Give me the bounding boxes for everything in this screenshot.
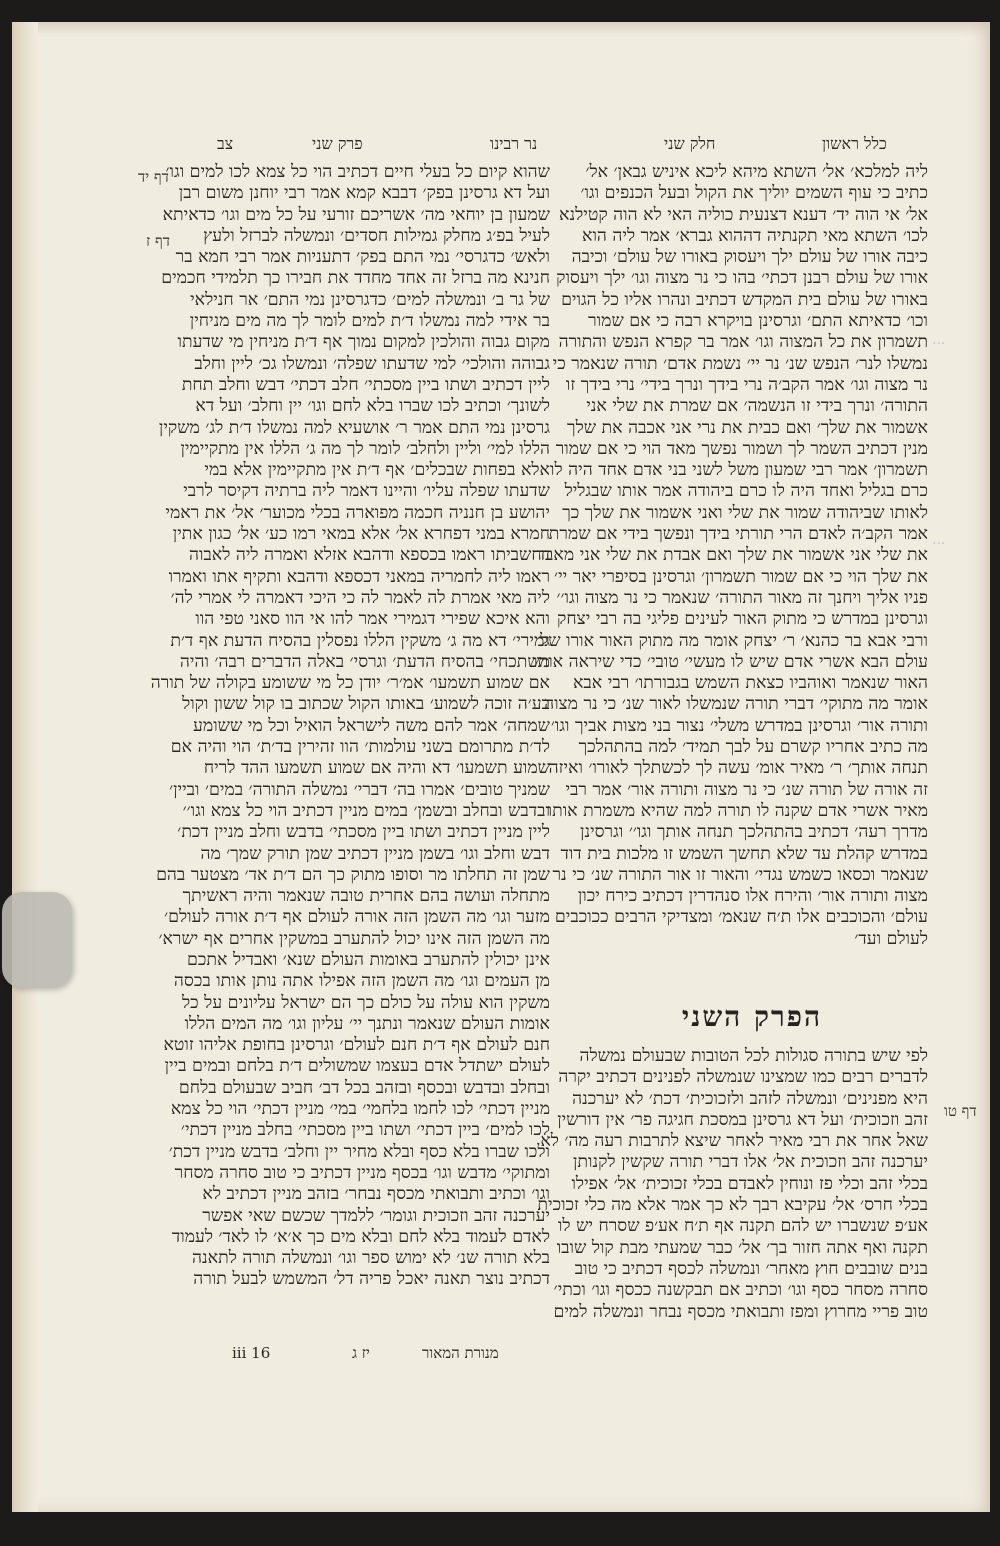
text-line: וגו׳ וכתיב ותבואתי מכסף נבחר׳ בזהב מניין דכתיב לא [202, 1184, 550, 1205]
left-page-number: צב [217, 134, 234, 153]
text-line: בכלי חרס׳ אל׳ עקיבא רבך לא כך אמר אלא מה כלי זכוכית [537, 1195, 928, 1216]
text-line: לעיל בפ׳ג מחלק גמילות חסדים׳ ונמשלה לברזל ולעץ [203, 225, 550, 246]
text-line: מן העמים וגו׳ מה השמן הזה אפילו אתה נותן אותו בכסה [173, 971, 550, 992]
text-line: שמן זה תחלתו מר וסופו מתוק כך הם ד׳ת אד׳ מצטער בהם [156, 864, 550, 885]
right-part-title: חלק שני [664, 134, 716, 153]
text-line: לדברים רבים כמו שמצינו שנמשלה לפנינים דכתיב יקרה [558, 1067, 928, 1088]
text-line: חמרא במני דפחרא אל׳ אלא במאי רמו כע׳ אל׳ כגון אתין [172, 524, 550, 545]
text-line: שדעתו שפלה עליו׳ והיינו דאמר ליה ברתיה דקיסר לרבי [183, 481, 550, 502]
text-line: לאדם לעמוד בלא לחם ובלא מים כך א׳א׳ לו לאד׳ לעמוד [171, 1226, 550, 1247]
text-line: מצוה ותורה אור׳ והירח אלו סנהדרין דכתיב כירח יכון [577, 886, 928, 907]
text-line: יהושע בן חנניה חכמה מפוארה בכלי מכוער׳ אל׳ את ראמי [165, 502, 550, 523]
text-line: שנאמר וכסאו כשמש נגדי׳ והאור זו אור התורה שנ׳ כי נר [552, 864, 928, 885]
text-line: כרם בגליל ואחד היה לו כרם ביהודה אמר אותו שבגליל [564, 481, 928, 502]
text-line: עולם הבא אשרי אדם שיש לו מעשי׳ טובי׳ כדי שיראה אותו [533, 651, 928, 672]
text-line: ותורה אור׳ וגרסינן במדרש משלי׳ נצור בני מצות אביך וגו׳ [550, 715, 928, 736]
text-line: בלא תורה שנ׳ לא ימוש ספר וגו׳ ונמשלה תורה לתאנה [192, 1248, 550, 1269]
text-line: זה אורה של תורה שנ׳ כי נר מצוה ותורה אור׳ אמר רבי [565, 779, 928, 800]
text-line: דכתיב נוצר תאנה יאכל פריה דל׳ המשמש לבעל תורה [193, 1269, 550, 1290]
text-line: מקום גבוה והולכין למקום נמוך אף ד׳ת מניחין מי שדעתו [177, 332, 550, 353]
text-line: שאל אחר את רבי מאיר לאחר שיצא לתרבות רעה מה׳ לא [540, 1131, 928, 1152]
text-line: מאיר אשרי אדם שקנה לו תורה למה שהיא משמרת אותו [547, 800, 928, 821]
text-line: ועל דא גרסינן בפק׳ דבבא קמא אמר רבי יוחנן משום רבן [178, 183, 550, 204]
text-line: תשמרון׳ אמר רבי שמעון משל לשני בני אדם אחד היה לו [550, 460, 928, 481]
text-line: האור שנאמר ואוהביו כצאת השמש בגבורתו׳ רבי אבא [572, 673, 928, 694]
signature-mark: iii 16 [232, 1344, 271, 1362]
text-line: בכלי זהב וכלי פז ונוחין לאבדם בכלי זכוכית׳ אל׳ אפילו [571, 1173, 928, 1194]
text-line: תקנה ואף אתה חזור בך׳ אל׳ כבר שמעתי מבת קול שובו [556, 1237, 928, 1258]
text-line: ולכו שברו בלא כסף ובלא מחיר יין וחלב׳ בדבש מניין דכת׳ [168, 1141, 550, 1162]
text-line: והא איכא שפירי דגמירי אמר להו אי הוו סאני טפי הוו [195, 609, 550, 630]
text-line: משקין הוא עולה על כולם כך הם ישראל עליונים על כל [182, 992, 550, 1013]
text-line: מזער וגו׳ מה השמן הזה אורה לעולם אף ד׳ת אורה לעולם׳ [164, 907, 550, 928]
text-line: היא מפנינים׳ ונמשלה לזהב ולזכוכית׳ דכת׳ לא יערכנה [572, 1088, 928, 1109]
text-line: נר מצוה וגו׳ אמר הקב׳ה נרי בידך ונרך בידי׳ נרי בידך זו [565, 374, 928, 395]
text-line: חנם לעולם אף ד׳ת חנם לעולם׳ וגרסינן בחופת אליהו זוטא [163, 1035, 550, 1056]
text-line: כיבה אורו של עולם ילך ויעסוק באורו של עולם׳ וכיבה [571, 247, 928, 268]
catchword: יז ג [352, 1344, 370, 1362]
text-line: גרסינן נמי התם אמר ר׳ אושעיא למה נמשלו ד׳ת לג׳ משקין [158, 417, 550, 438]
text-line: דבש וחלב וגו׳ בשמן מניין דכתיב שמן תורק שמך׳ מה [200, 843, 550, 864]
right-text-column-lower [537, 1046, 928, 1346]
text-line: לד׳ת מתרומם בשני עולמות׳ הוו זהירין בד׳ת׳ הוי והיה אם [170, 737, 550, 758]
text-line: יערכנה זהב וזכוכית וגומר׳ ללמדך שכשם שאי אפשר [202, 1205, 550, 1226]
margin-note: דף טו [944, 1102, 977, 1120]
text-line: שמחה׳ אמר להם משה לישראל הואיל וכל מי ששומע [193, 715, 550, 736]
chapter-heading: הפרק השני [681, 1000, 823, 1033]
text-line: התורה׳ ונרך בידי זו הנשמה׳ אם שמרת את שלי אני [586, 396, 928, 417]
text-line: תנחה אותך׳ ר׳ מאיר אומ׳ עשה לך לכשתלך לאורו׳ ואיזה [548, 758, 928, 779]
text-line: עולם׳ והכוכבים אלו ת׳ח שנאמ׳ ומצדיקי הרבים ככוכבים [554, 907, 928, 928]
text-line: לשונך׳ וכתיב לכו שברו בלא לחם וגו׳ יין וחלב׳ ועל דא [195, 396, 550, 417]
text-line: אורו של עולם רבנן דכתי׳ בהו כי נר מצוה וגו׳ ילך ויעסוק [556, 268, 928, 289]
text-line: את שלי אני אשמור את שלך ואם אבדת את שלי אני מאבד [536, 545, 928, 566]
text-line: ולאש׳ כדגרסי׳ נמי התם בפק׳ דתעניות אמר רבי חמא בר [175, 247, 550, 268]
manuscript-page [12, 22, 990, 1512]
footer-book-title: מנורת המאור [422, 1344, 499, 1362]
show-through-text: ... [932, 532, 946, 548]
text-line: אלא בפחות שבכלים׳ אף ד׳ת אין מתקיימין אלא במי [204, 460, 550, 481]
show-through-text: ... [932, 332, 946, 348]
text-line: במדרש קהלת עד שלא תחשך השמש זו מלכות בית דוד [560, 843, 928, 864]
text-line: וכו׳ כדאיתא התם׳ וגרסינן בויקרא רבה כי אם שמור [588, 311, 928, 332]
text-line: בר אידי למה נמשלו ד׳ת למים לומר לך מה מים מניחין [189, 311, 550, 332]
text-line: בע׳ה זוכה לשמוע׳ באותו הקול שכתוב בו קול ששון וקול [182, 694, 550, 715]
text-line: מה כתיב אחריו קשרם על לבך תמיד׳ למה בהתהלכך [578, 737, 928, 758]
text-line: נמשלו לנר׳ הנפש שנ׳ נר יי׳ נשמת אדם׳ תורה שנאמר כי [552, 353, 928, 374]
text-line: טוב פריי מחרוץ ומפז ותבואתי מכסף נבחר ונמשלה למים [553, 1301, 928, 1322]
text-line: לפי שיש בתורה סגולות לכל הטובות שבעולם נמשלה [579, 1046, 928, 1066]
text-line: יערכנה זהב וזכוכית אל׳ אלו דברי תורה שקשין לקנותן [572, 1152, 928, 1173]
left-section-title: פרק שני [312, 134, 363, 153]
text-line: ליין דכתיב ושתו ביין מסכתי׳ חלב דכתי׳ דבש וחלב תחת [181, 374, 550, 395]
text-line: מה השמן הזה אינו יכול להתערב במשקין אחרים אף ישרא׳ [158, 928, 550, 949]
text-line: דחשביתו ראמו בכספא ודהבא אזלא ואמרה ליה לאבוה [188, 545, 550, 566]
page-gutter [12, 22, 38, 1512]
text-line: אשמור את שלך׳ ואם כבית את נרי אני אכבה את שלך [567, 417, 928, 438]
text-line: אינן יכולין להתערב באומות העולם שנא׳ ואבדיל אתכם [187, 949, 550, 970]
text-line: ומתוקי׳ מדבש וגו׳ בכסף מניין דכתיב כי טוב סחרה מסחר [174, 1162, 550, 1183]
text-line: הללו למי׳ וליין ולחלב׳ לומר לך מה ג׳ הללו אין מתקיימין [180, 438, 550, 459]
text-line: שמעון בן יוחאי מה׳ אשריכם זורעי על כל מים וגו׳ כדאיתא [162, 204, 550, 225]
margin-note: דף יד [138, 168, 169, 186]
text-line: ליין מניין דכתיב ושתו ביין מסכתי׳ בדבש וחלב מניין דכת׳ [177, 822, 550, 843]
text-line: באורו של עולם בית המקדש דכתיב ונהרו אליו כל הגוים [561, 289, 928, 310]
margin-note: דף ז [146, 232, 170, 250]
text-line: תשמרון את כל המצוה וגו׳ אמר בר קפרא הנפש והתורה [558, 332, 928, 353]
text-line: מנין דכתיב השמר לך ושמור נפשך מאד הוי כי אם שמור [555, 438, 928, 459]
text-line: של גר ב׳ ונמשלה למים׳ כדגרסינן נמי התם׳ אר חנילאי [190, 289, 550, 310]
text-line: לכו׳ השתא מאי תקנתיה דההוא גברא׳ אמר ליה הוא [582, 225, 928, 246]
text-line: גבוהה והולכי׳ למי שדעתו שפלה׳ ונמשלו גכ׳ ליין וחלב [194, 353, 550, 374]
text-line: וגרסינן במדרש כי מתוק האור לעינים פליגי בה רבי יצחק [557, 609, 928, 630]
text-line: אם שמוע תשמעו׳ אמ׳ר׳ יודן כל מי ששומע בקולה של תורה [150, 673, 550, 694]
text-line: את שלך הוי כי אם שמור תשמרון׳ וגרסינן בסיפרי יאר יי׳ [554, 566, 928, 587]
text-line: אומר מה מתוקי׳ דברי תורה שנמשלו לאור שנ׳ כי נר מצוה [544, 694, 928, 715]
text-line: משתכחי׳ בהסיח הדעת׳ וגרסי׳ באלה הדברים רבה׳ והיה [179, 651, 550, 672]
running-header [12, 134, 990, 160]
text-line: ובחלב ובדבש ובכסף ובזהב בכל דב׳ חביב שבעולם בלחם [178, 1077, 550, 1098]
text-line: חנינא מה ברזל זה אחד מחדד את חבירו כך תלמידי חכמים [161, 268, 550, 289]
text-line: שהוא קיום כל בעלי חיים דכתיב הוי כל צמא לכו למים וגו׳ [165, 162, 550, 182]
text-line: שמוע תשמעו׳ דא והיה אם שמוע תשמעו ההד לריח [203, 758, 550, 779]
text-line: ורבי אבא בר כהנא׳ ר׳ יצחק אומר מה מתוק האור אורו של [540, 630, 928, 651]
text-line: לכו למים׳ ביין דכתי׳ ושתו ביין מסכתי׳ בחלב מניין דכתי׳ [180, 1120, 550, 1141]
text-line: מדרך רעה׳ דכתיב בהתהלכך תנחה אותך וגו׳׳ וגרסינן [580, 822, 928, 843]
text-line: כתיב כי עוף השמים יוליך את הקול ובעל הכנפים וגו׳ [580, 183, 928, 204]
text-line: אומות העולם שנאמר ונתנך יי׳ עליון וגו׳ מה המים הללו [184, 1013, 550, 1034]
text-line: ליה מאי אמרת לה לאמר לה כי היכי דאמרה לי אמרי לה׳ [170, 587, 550, 608]
text-line: ראמו ליה לחמריה במאני דכספא ודהבא ותקיף אתו ואמרו [168, 566, 550, 587]
page-clip [2, 892, 72, 988]
left-book-title: נר רבינו [490, 134, 538, 153]
text-line: ליה למלכא׳ אל׳ השתא מיהא ליכא איניש גבאן׳ אל׳ [585, 162, 928, 182]
text-line: לעולם ישתדל אדם בעצמו שמשולים ד׳ת בלחם ובמים ביין [164, 1056, 550, 1077]
right-text-column [533, 162, 928, 970]
text-line: מתחלה ועושה בהם אחרית טובה שנאמר והיה ראשיתך [182, 886, 550, 907]
text-line: לעולם ועד׳ [854, 928, 928, 949]
text-line: מניין דכתי׳ לכו לחמו בלחמי׳ במי׳ מניין דכתי׳ הוי כל צמא [170, 1099, 550, 1120]
text-line: אע׳פ שנשברו יש להם תקנה אף ת׳ח אע׳פ שסרח יש לו [557, 1216, 928, 1237]
text-line: ובדבש ובחלב ובשמן׳ במים מניין דכתיב הוי כל צמא וגו׳׳ [182, 800, 550, 821]
text-line: לאותו שביהודה שמור את שלי ואני אשמור את שלך כך [562, 502, 928, 523]
text-line: בנים שובבים חוץ מאחר׳ ונמשלה לכסף דכתיב כי טוב [574, 1258, 928, 1279]
text-line: שמניך טובים׳ אמרו בה׳ דברי׳ נמשלה התורה׳ במים׳ וביין׳ [169, 779, 550, 800]
text-line: סחרה מסחר כסף וגו׳ וכתיב אם תבקשנה ככסף וגו׳ וכתי׳ [553, 1280, 928, 1301]
text-line: אמר הקב׳ה לאדם הרי תורתי בידך ונפשך בידי אם שמרת [548, 524, 928, 545]
text-line: אל׳ אי הוה יד׳ דענא דצנעית כוליה האי לא הוה קטילנא [559, 204, 928, 225]
text-line: פניו אליך ויחנך זה מאור התורה׳ שנאמר כי נר מצוה וגו׳׳ [556, 587, 928, 608]
text-line: גמירי׳ דא מה ג׳ משקין הללו נפסלין בהסיח הדעת אף ד׳ת [170, 630, 550, 651]
text-line: זהב וזכוכית׳ ועל דא גרסינן במסכת חגיגה פר׳ אין דורשין [557, 1109, 928, 1130]
right-rule-title: כלל ראשון [822, 134, 887, 153]
